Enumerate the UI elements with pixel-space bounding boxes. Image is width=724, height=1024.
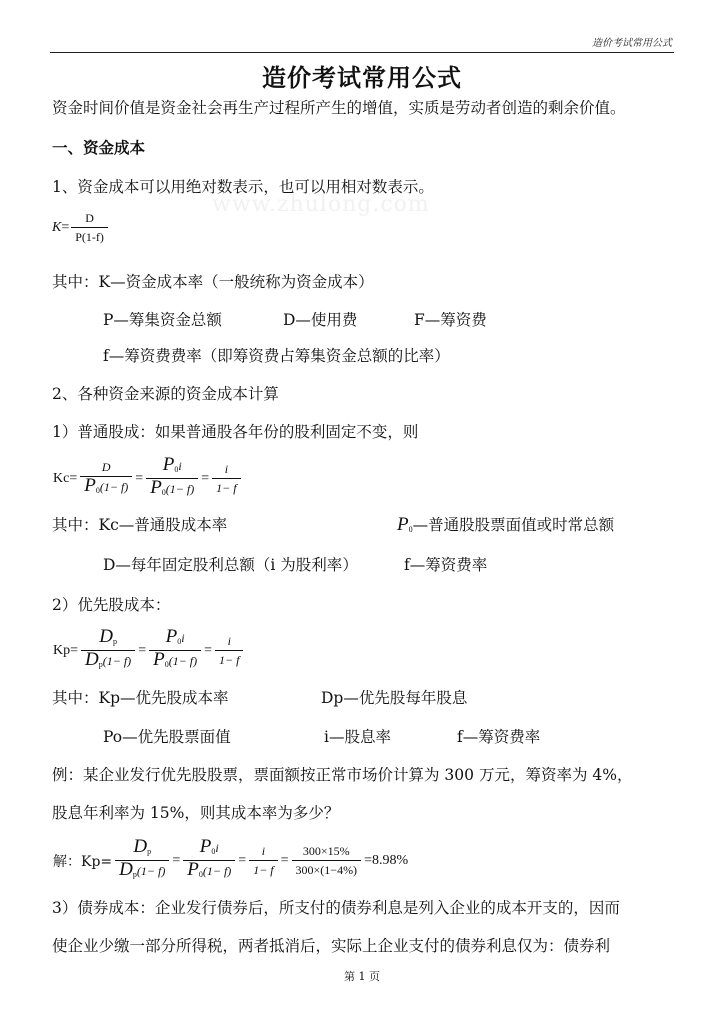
solution-frac-2: $\frac{P_0i}{P_0(1- f)}$ <box>183 838 235 884</box>
item-2-text: 2、各种资金来源的资金成本计算 <box>52 385 279 403</box>
def-d: D—使用费 <box>283 311 358 329</box>
formula-kc-frac-1-den: (1− f) <box>99 479 129 494</box>
formula-kp-frac-2: $\frac{P_0i}{P_0(1- f)}$ <box>149 628 201 674</box>
watermark: www.zhulong.com <box>212 192 430 217</box>
formula-kc-frac-3: $\frac{i}{1- f}$ <box>212 461 240 497</box>
formula-k-lhs: K <box>52 220 62 236</box>
def-f: f—筹资费费率（即筹资费占筹集资金总额的比率） <box>103 347 450 365</box>
solution-frac-1: $\frac{D_p}{D_p(1- f)}$ <box>115 838 169 884</box>
formula-k-den: P(1-f) <box>71 227 108 246</box>
def-p: P—筹集资金总额 <box>103 311 222 329</box>
running-header: 造价考试常用公式 <box>592 38 672 49</box>
formula-kc-frac-1: $\frac{D}{P_0(1- f)}$ <box>80 459 132 500</box>
formula-k <box>52 210 110 246</box>
example-line-2: 股息年利率为 15%，则其成本率为多少？ <box>52 804 340 822</box>
def-F: F—筹资费 <box>414 311 487 329</box>
formula-kp: Kp= $\frac{D_p}{D_p(1- f)}$ = $\frac{P_0i}{P_0(1- f)}$ = $\frac{i}{1- f}$ <box>52 628 245 674</box>
intro-paragraph: 资金时间价值是资金社会再生产过程所产生的增值，实质是劳动者创造的剩余价值。 <box>52 99 626 117</box>
formula-k-fraction <box>71 210 108 246</box>
formula-kc-p-1: P <box>84 474 96 496</box>
formula-kc: Kc= $\frac{D}{P_0(1- f)}$ = $\frac{P_0i}{P_0(1- f)}$ = $\frac{i}{1- f}$ <box>52 456 243 502</box>
kp-def-po: Po—优先股票面值 <box>103 728 231 746</box>
solution-prefix: 解：Kp= <box>53 854 113 870</box>
where-k-text: 其中：K—资金成本率（一般统称为资金成本） <box>52 273 374 291</box>
formula-kc-lhs: Kc= <box>53 471 78 486</box>
formula-kc-p-2: P <box>162 454 175 475</box>
example-line-1: 例：某企业发行优先股股票，票面额按正常市场价计算为 300 万元，筹资率为 4%， <box>52 766 633 784</box>
kp-def-f: f—筹资费率 <box>457 728 541 746</box>
formula-kc-frac-2: $\frac{P_0i}{P_0(1- f)}$ <box>146 456 198 502</box>
bond-cost-line-2: 使企业少缴一部分所得税，两者抵消后，实际上企业支付的债券利息仅为：债券利 <box>52 937 611 955</box>
formula-kp-lhs: Kp= <box>53 643 79 658</box>
kc-where-text: 其中：Kc—普通股成本率 <box>52 516 228 534</box>
solution-formula: 解：Kp= $\frac{D_p}{D_p(1- f)}$ = $\frac{P_0i}{P_0(1- f)}$ = $\frac{i}{1- f}$ = $\frac{300\times 15\%}{300\times(1-4\%)}$ =8.98% <box>52 838 409 884</box>
formula-kp-frac-3: $\frac{i}{1- f}$ <box>215 633 243 669</box>
solution-frac-4: $\frac{300\times 15\%}{300\times(1-4\%)}$ <box>292 843 362 879</box>
kc-def-d: D—每年固定股利总额（i 为股利率） <box>103 556 358 574</box>
kc-def-f: f—筹资费率 <box>404 556 488 574</box>
header-rule <box>50 52 674 53</box>
formula-k-eq: = <box>61 220 70 236</box>
kc-po-def: $P_0—$普通股股票面值或时常总额 <box>397 514 615 535</box>
item-2-2-text: 2）优先股成本： <box>52 596 171 614</box>
formula-k-num: D <box>85 211 94 225</box>
kp-def-dp: Dp—优先股每年股息 <box>321 689 468 707</box>
section-heading: 一、资金成本 <box>52 138 146 157</box>
kp-def-kp: 其中：Kp—优先股成本率 <box>52 689 229 707</box>
item-2-1-text: 1）普通股成：如果普通股各年份的股利固定不变，则 <box>52 423 419 441</box>
page-number: 第 1 页 <box>344 970 380 983</box>
page-title: 造价考试常用公式 <box>262 63 462 92</box>
formula-kc-frac-1-num: D <box>101 459 111 474</box>
kp-def-i: i—股息率 <box>324 728 391 746</box>
solution-result: =8.98% <box>364 853 409 868</box>
item-1-text: 1、资金成本可以用绝对数表示，也可以用相对数表示。 <box>52 178 434 196</box>
bond-cost-line-1: 3）债券成本：企业发行债券后，所支付的债券利息是列入企业的成本开支的，因而 <box>52 899 620 917</box>
solution-frac-3: $\frac{i}{1- f}$ <box>249 843 277 879</box>
formula-kp-frac-1: $\frac{D_p}{D_p(1- f)}$ <box>81 628 135 674</box>
